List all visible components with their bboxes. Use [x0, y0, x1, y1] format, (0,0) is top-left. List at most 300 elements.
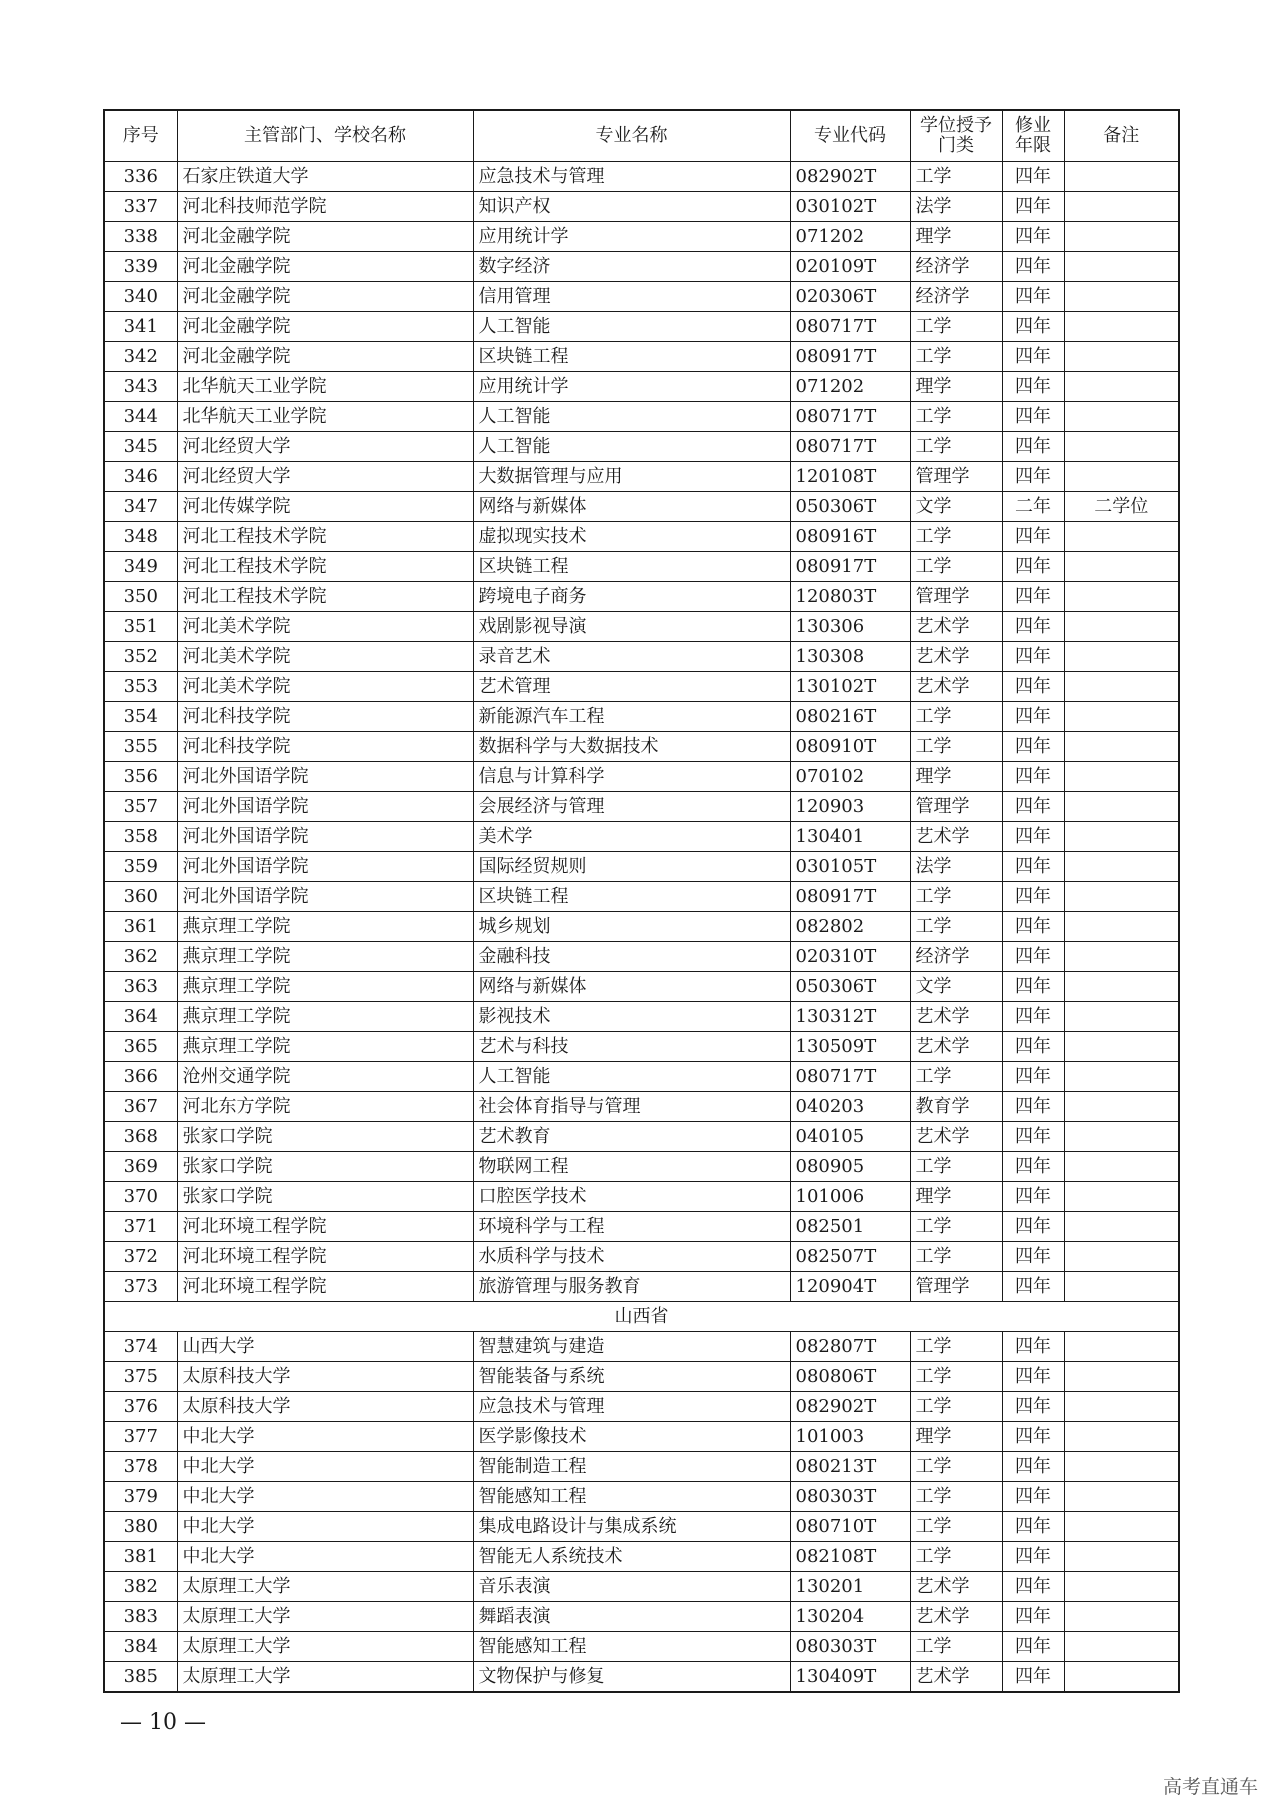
cell-note	[1064, 312, 1179, 342]
table-row	[104, 1572, 1179, 1602]
cell-category: 工学	[910, 1212, 1002, 1242]
table-row	[104, 642, 1179, 672]
cell-category: 工学	[910, 732, 1002, 762]
cell-code: 080216T	[790, 702, 910, 732]
cell-no: 365	[104, 1032, 177, 1062]
cell-category: 艺术学	[910, 822, 1002, 852]
cell-school: 河北美术学院	[177, 612, 473, 642]
cell-no: 379	[104, 1482, 177, 1512]
table-row	[104, 1452, 1179, 1482]
table-row	[104, 1542, 1179, 1572]
cell-no: 370	[104, 1182, 177, 1212]
cell-category: 工学	[910, 1632, 1002, 1662]
cell-code: 050306T	[790, 492, 910, 522]
cell-code: 082802	[790, 912, 910, 942]
cell-years: 四年	[1002, 1272, 1064, 1302]
cell-code: 070102	[790, 762, 910, 792]
cell-major: 区块链工程	[473, 552, 790, 582]
cell-school: 河北传媒学院	[177, 492, 473, 522]
table-row	[104, 402, 1179, 432]
cell-years: 四年	[1002, 282, 1064, 312]
table-row	[104, 492, 1179, 522]
table-row	[104, 1632, 1179, 1662]
cell-category: 艺术学	[910, 1122, 1002, 1152]
cell-note	[1064, 162, 1179, 192]
cell-major: 信息与计算科学	[473, 762, 790, 792]
cell-note	[1064, 852, 1179, 882]
table-row	[104, 1662, 1179, 1693]
cell-note	[1064, 252, 1179, 282]
cell-major: 国际经贸规则	[473, 852, 790, 882]
cell-major: 影视技术	[473, 1002, 790, 1032]
cell-no: 339	[104, 252, 177, 282]
cell-major: 物联网工程	[473, 1152, 790, 1182]
cell-major: 艺术与科技	[473, 1032, 790, 1062]
cell-school: 河北经贸大学	[177, 432, 473, 462]
cell-school: 河北环境工程学院	[177, 1242, 473, 1272]
cell-school: 河北环境工程学院	[177, 1272, 473, 1302]
cell-major: 跨境电子商务	[473, 582, 790, 612]
table-row	[104, 672, 1179, 702]
cell-note	[1064, 822, 1179, 852]
cell-no: 341	[104, 312, 177, 342]
cell-major: 美术学	[473, 822, 790, 852]
cell-years: 四年	[1002, 1092, 1064, 1122]
table-body	[104, 162, 1179, 1693]
cell-no: 356	[104, 762, 177, 792]
cell-school: 太原科技大学	[177, 1392, 473, 1422]
cell-no: 337	[104, 192, 177, 222]
cell-school: 燕京理工学院	[177, 942, 473, 972]
cell-years: 四年	[1002, 882, 1064, 912]
cell-code: 040105	[790, 1122, 910, 1152]
cell-category: 管理学	[910, 1272, 1002, 1302]
cell-category: 工学	[910, 1452, 1002, 1482]
header-category	[910, 110, 1002, 162]
table-row	[104, 822, 1179, 852]
cell-category: 工学	[910, 552, 1002, 582]
cell-no: 357	[104, 792, 177, 822]
cell-code: 020310T	[790, 942, 910, 972]
cell-code: 130204	[790, 1602, 910, 1632]
cell-code: 020306T	[790, 282, 910, 312]
table-row	[104, 372, 1179, 402]
cell-major: 会展经济与管理	[473, 792, 790, 822]
cell-no: 382	[104, 1572, 177, 1602]
table-row	[104, 582, 1179, 612]
cell-category: 工学	[910, 312, 1002, 342]
header-years	[1002, 110, 1064, 162]
cell-years: 四年	[1002, 642, 1064, 672]
cell-no: 374	[104, 1332, 177, 1362]
cell-code: 082507T	[790, 1242, 910, 1272]
cell-school: 石家庄铁道大学	[177, 162, 473, 192]
cell-note	[1064, 612, 1179, 642]
cell-major: 医学影像技术	[473, 1422, 790, 1452]
cell-years: 四年	[1002, 462, 1064, 492]
cell-no: 367	[104, 1092, 177, 1122]
cell-major: 城乡规划	[473, 912, 790, 942]
cell-major: 音乐表演	[473, 1572, 790, 1602]
cell-note	[1064, 672, 1179, 702]
watermark-text: 高考直通车	[1162, 1776, 1258, 1798]
cell-note	[1064, 462, 1179, 492]
cell-category: 工学	[910, 1242, 1002, 1272]
cell-years: 四年	[1002, 1542, 1064, 1572]
cell-note	[1064, 1452, 1179, 1482]
cell-category: 理学	[910, 222, 1002, 252]
cell-school: 中北大学	[177, 1422, 473, 1452]
table-row	[104, 1482, 1179, 1512]
cell-school: 河北工程技术学院	[177, 552, 473, 582]
table-row	[104, 1242, 1179, 1272]
cell-category: 工学	[910, 1152, 1002, 1182]
cell-no: 349	[104, 552, 177, 582]
cell-years: 四年	[1002, 672, 1064, 702]
cell-school: 中北大学	[177, 1482, 473, 1512]
cell-no: 381	[104, 1542, 177, 1572]
cell-code: 130409T	[790, 1662, 910, 1693]
table-row	[104, 252, 1179, 282]
cell-major: 人工智能	[473, 1062, 790, 1092]
cell-note	[1064, 1242, 1179, 1272]
cell-category: 理学	[910, 372, 1002, 402]
cell-years: 四年	[1002, 192, 1064, 222]
cell-code: 120904T	[790, 1272, 910, 1302]
cell-years: 四年	[1002, 1452, 1064, 1482]
header-note: 备注	[1064, 110, 1179, 162]
cell-note	[1064, 1062, 1179, 1092]
cell-school: 河北外国语学院	[177, 792, 473, 822]
cell-school: 燕京理工学院	[177, 912, 473, 942]
cell-code: 050306T	[790, 972, 910, 1002]
cell-note	[1064, 1542, 1179, 1572]
cell-category: 法学	[910, 192, 1002, 222]
cell-note	[1064, 1152, 1179, 1182]
cell-code: 080213T	[790, 1452, 910, 1482]
cell-no: 361	[104, 912, 177, 942]
cell-school: 中北大学	[177, 1542, 473, 1572]
cell-note	[1064, 1212, 1179, 1242]
cell-major: 智慧建筑与建造	[473, 1332, 790, 1362]
cell-major: 录音艺术	[473, 642, 790, 672]
cell-category: 工学	[910, 702, 1002, 732]
cell-code: 120903	[790, 792, 910, 822]
cell-years: 四年	[1002, 1152, 1064, 1182]
cell-years: 四年	[1002, 372, 1064, 402]
cell-major: 智能感知工程	[473, 1632, 790, 1662]
cell-major: 戏剧影视导演	[473, 612, 790, 642]
cell-code: 071202	[790, 222, 910, 252]
cell-school: 太原科技大学	[177, 1362, 473, 1392]
cell-major: 艺术管理	[473, 672, 790, 702]
cell-note	[1064, 1002, 1179, 1032]
table-row	[104, 1332, 1179, 1362]
cell-years: 四年	[1002, 1002, 1064, 1032]
cell-major: 应急技术与管理	[473, 162, 790, 192]
cell-school: 河北经贸大学	[177, 462, 473, 492]
cell-note	[1064, 1272, 1179, 1302]
cell-note	[1064, 522, 1179, 552]
cell-note: 二学位	[1064, 492, 1179, 522]
cell-code: 080917T	[790, 552, 910, 582]
table-row	[104, 1092, 1179, 1122]
table-row	[104, 552, 1179, 582]
table-row	[104, 942, 1179, 972]
cell-note	[1064, 1392, 1179, 1422]
cell-major: 金融科技	[473, 942, 790, 972]
cell-years: 四年	[1002, 822, 1064, 852]
cell-school: 河北工程技术学院	[177, 582, 473, 612]
cell-category: 工学	[910, 912, 1002, 942]
cell-no: 360	[104, 882, 177, 912]
cell-major: 智能无人系统技术	[473, 1542, 790, 1572]
cell-no: 378	[104, 1452, 177, 1482]
cell-school: 河北环境工程学院	[177, 1212, 473, 1242]
cell-years: 四年	[1002, 612, 1064, 642]
header-major: 专业名称	[473, 110, 790, 162]
cell-code: 082807T	[790, 1332, 910, 1362]
cell-years: 四年	[1002, 1632, 1064, 1662]
cell-years: 四年	[1002, 1512, 1064, 1542]
cell-no: 347	[104, 492, 177, 522]
cell-note	[1064, 1662, 1179, 1693]
cell-years: 四年	[1002, 402, 1064, 432]
province-name: 山西省	[104, 1302, 1179, 1332]
cell-years: 四年	[1002, 942, 1064, 972]
cell-note	[1064, 1512, 1179, 1542]
cell-note	[1064, 402, 1179, 432]
table-row	[104, 612, 1179, 642]
cell-years: 四年	[1002, 252, 1064, 282]
table-row	[104, 1602, 1179, 1632]
cell-school: 河北科技学院	[177, 732, 473, 762]
cell-no: 342	[104, 342, 177, 372]
cell-no: 338	[104, 222, 177, 252]
cell-code: 082501	[790, 1212, 910, 1242]
cell-code: 020109T	[790, 252, 910, 282]
cell-code: 080710T	[790, 1512, 910, 1542]
table-row	[104, 282, 1179, 312]
table-row	[104, 852, 1179, 882]
cell-category: 法学	[910, 852, 1002, 882]
cell-years: 四年	[1002, 1242, 1064, 1272]
cell-category: 工学	[910, 1482, 1002, 1512]
cell-school: 沧州交通学院	[177, 1062, 473, 1092]
table-row	[104, 882, 1179, 912]
cell-category: 管理学	[910, 792, 1002, 822]
majors-table	[103, 109, 1180, 1693]
cell-no: 345	[104, 432, 177, 462]
cell-major: 数据科学与大数据技术	[473, 732, 790, 762]
cell-major: 艺术教育	[473, 1122, 790, 1152]
cell-category: 工学	[910, 1332, 1002, 1362]
cell-code: 082902T	[790, 1392, 910, 1422]
cell-note	[1064, 702, 1179, 732]
cell-no: 363	[104, 972, 177, 1002]
cell-major: 环境科学与工程	[473, 1212, 790, 1242]
cell-no: 385	[104, 1662, 177, 1693]
cell-no: 384	[104, 1632, 177, 1662]
cell-major: 社会体育指导与管理	[473, 1092, 790, 1122]
cell-no: 340	[104, 282, 177, 312]
cell-years: 四年	[1002, 1062, 1064, 1092]
cell-category: 艺术学	[910, 612, 1002, 642]
cell-code: 130312T	[790, 1002, 910, 1032]
cell-school: 中北大学	[177, 1452, 473, 1482]
cell-school: 太原理工大学	[177, 1572, 473, 1602]
cell-note	[1064, 1332, 1179, 1362]
table-header-row	[104, 110, 1179, 162]
table-row	[104, 792, 1179, 822]
cell-major: 文物保护与修复	[473, 1662, 790, 1693]
cell-school: 张家口学院	[177, 1182, 473, 1212]
table-row	[104, 1062, 1179, 1092]
cell-major: 区块链工程	[473, 342, 790, 372]
cell-years: 四年	[1002, 792, 1064, 822]
cell-years: 四年	[1002, 222, 1064, 252]
table-row	[104, 972, 1179, 1002]
cell-category: 工学	[910, 402, 1002, 432]
cell-code: 080303T	[790, 1482, 910, 1512]
cell-note	[1064, 1182, 1179, 1212]
cell-no: 377	[104, 1422, 177, 1452]
cell-note	[1064, 732, 1179, 762]
cell-code: 080910T	[790, 732, 910, 762]
cell-school: 河北金融学院	[177, 282, 473, 312]
cell-note	[1064, 1362, 1179, 1392]
cell-no: 383	[104, 1602, 177, 1632]
cell-category: 工学	[910, 1362, 1002, 1392]
cell-years: 四年	[1002, 162, 1064, 192]
cell-no: 346	[104, 462, 177, 492]
cell-note	[1064, 342, 1179, 372]
table-row	[104, 1362, 1179, 1392]
cell-note	[1064, 282, 1179, 312]
cell-years: 四年	[1002, 1482, 1064, 1512]
cell-no: 355	[104, 732, 177, 762]
cell-code: 130102T	[790, 672, 910, 702]
cell-code: 080303T	[790, 1632, 910, 1662]
cell-code: 120108T	[790, 462, 910, 492]
cell-years: 二年	[1002, 492, 1064, 522]
cell-school: 北华航天工业学院	[177, 372, 473, 402]
cell-years: 四年	[1002, 432, 1064, 462]
table-row	[104, 1182, 1179, 1212]
cell-years: 四年	[1002, 1332, 1064, 1362]
cell-school: 山西大学	[177, 1332, 473, 1362]
cell-category: 艺术学	[910, 642, 1002, 672]
table-row	[104, 192, 1179, 222]
cell-category: 理学	[910, 762, 1002, 792]
header-years-line2: 年限	[1015, 135, 1051, 156]
cell-code: 130509T	[790, 1032, 910, 1062]
cell-note	[1064, 882, 1179, 912]
table-row	[104, 432, 1179, 462]
cell-school: 河北金融学院	[177, 342, 473, 372]
cell-code: 030105T	[790, 852, 910, 882]
cell-no: 351	[104, 612, 177, 642]
cell-major: 集成电路设计与集成系统	[473, 1512, 790, 1542]
cell-note	[1064, 642, 1179, 672]
cell-note	[1064, 792, 1179, 822]
cell-category: 理学	[910, 1422, 1002, 1452]
cell-note	[1064, 1632, 1179, 1662]
cell-category: 工学	[910, 162, 1002, 192]
cell-no: 375	[104, 1362, 177, 1392]
cell-category: 工学	[910, 1542, 1002, 1572]
page-number: — 10 —	[120, 1710, 206, 1735]
cell-code: 080717T	[790, 1062, 910, 1092]
cell-code: 130306	[790, 612, 910, 642]
cell-major: 人工智能	[473, 402, 790, 432]
table-row	[104, 1152, 1179, 1182]
cell-no: 371	[104, 1212, 177, 1242]
cell-school: 张家口学院	[177, 1152, 473, 1182]
cell-years: 四年	[1002, 912, 1064, 942]
cell-major: 应用统计学	[473, 372, 790, 402]
cell-years: 四年	[1002, 1422, 1064, 1452]
cell-note	[1064, 1092, 1179, 1122]
cell-no: 358	[104, 822, 177, 852]
table-row	[104, 1392, 1179, 1422]
table-row	[104, 312, 1179, 342]
cell-years: 四年	[1002, 1212, 1064, 1242]
cell-no: 336	[104, 162, 177, 192]
cell-years: 四年	[1002, 972, 1064, 1002]
cell-school: 河北外国语学院	[177, 882, 473, 912]
cell-years: 四年	[1002, 312, 1064, 342]
cell-category: 理学	[910, 1182, 1002, 1212]
cell-school: 中北大学	[177, 1512, 473, 1542]
cell-category: 经济学	[910, 252, 1002, 282]
cell-note	[1064, 1122, 1179, 1152]
cell-category: 工学	[910, 342, 1002, 372]
cell-code: 082108T	[790, 1542, 910, 1572]
table-row	[104, 162, 1179, 192]
cell-school: 太原理工大学	[177, 1662, 473, 1693]
cell-no: 362	[104, 942, 177, 972]
cell-years: 四年	[1002, 762, 1064, 792]
table-row	[104, 522, 1179, 552]
cell-code: 040203	[790, 1092, 910, 1122]
header-code: 专业代码	[790, 110, 910, 162]
header-category-line2: 门类	[938, 135, 974, 156]
cell-school: 河北金融学院	[177, 312, 473, 342]
cell-major: 应急技术与管理	[473, 1392, 790, 1422]
cell-code: 101003	[790, 1422, 910, 1452]
cell-code: 101006	[790, 1182, 910, 1212]
cell-no: 364	[104, 1002, 177, 1032]
cell-note	[1064, 372, 1179, 402]
cell-school: 北华航天工业学院	[177, 402, 473, 432]
cell-major: 智能装备与系统	[473, 1362, 790, 1392]
cell-code: 082902T	[790, 162, 910, 192]
cell-school: 河北科技学院	[177, 702, 473, 732]
cell-note	[1064, 192, 1179, 222]
cell-major: 智能感知工程	[473, 1482, 790, 1512]
cell-school: 河北美术学院	[177, 642, 473, 672]
cell-note	[1064, 972, 1179, 1002]
table-row	[104, 1272, 1179, 1302]
cell-school: 燕京理工学院	[177, 972, 473, 1002]
cell-code: 071202	[790, 372, 910, 402]
cell-school: 河北外国语学院	[177, 822, 473, 852]
cell-no: 354	[104, 702, 177, 732]
cell-code: 080717T	[790, 402, 910, 432]
table-row	[104, 912, 1179, 942]
cell-code: 030102T	[790, 192, 910, 222]
